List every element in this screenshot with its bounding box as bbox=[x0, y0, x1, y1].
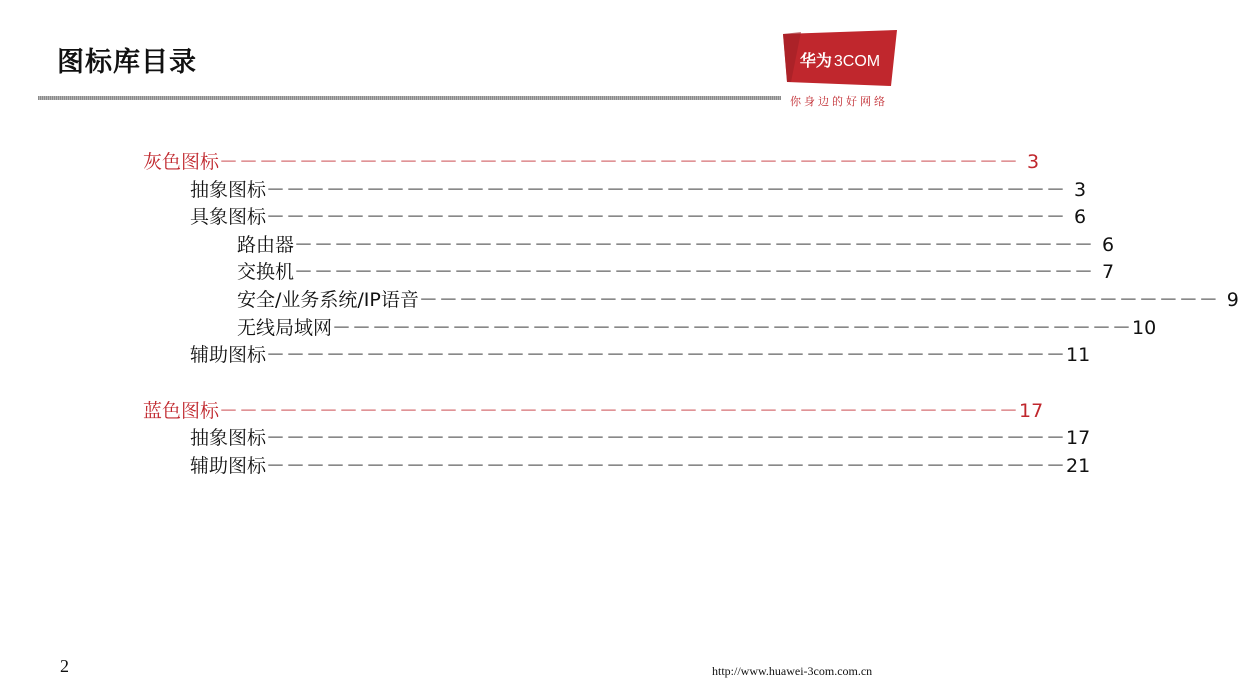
toc-leader: －－－－－－－－－－－－－－－－－－－－－－－－－－－－－－－－－－－－－－－－ bbox=[266, 455, 1067, 477]
toc-section[interactable] bbox=[143, 150, 1040, 174]
toc-leader: －－－－－－－－－－－－－－－－－－－－－－－－－－－－－－－－－－－－－－－－ bbox=[294, 233, 1095, 256]
toc-leader: －－－－－－－－－－－－－－－－－－－－－－－－－－－－－－－－－－－－－－－－ bbox=[266, 206, 1067, 229]
toc-leader: －－－－－－－－－－－－－－－－－－－－－－－－－－－－－－－－－－－－－－－－ bbox=[219, 399, 1020, 422]
toc-subitem[interactable] bbox=[237, 288, 1239, 312]
toc-leader: －－－－－－－－－－－－－－－－－－－－－－－－－－－－－－－－－－－－－－－－ bbox=[266, 178, 1067, 201]
toc-subitem[interactable] bbox=[237, 233, 1115, 257]
toc-label: 灰色图标 bbox=[143, 151, 220, 173]
toc-item[interactable] bbox=[190, 178, 1087, 202]
toc-item[interactable] bbox=[190, 205, 1087, 229]
logo-text bbox=[783, 48, 897, 71]
toc-item[interactable] bbox=[190, 426, 1091, 450]
page-number: 2 bbox=[60, 656, 69, 676]
toc-page-number: 9 bbox=[1226, 289, 1239, 311]
toc-label: 安全/业务系统/IP语音 bbox=[237, 289, 419, 311]
footer-url: http://www.huawei-3com.com.cn bbox=[712, 664, 873, 678]
slide-title: 图标库目录 bbox=[57, 47, 197, 78]
toc-subitem[interactable] bbox=[237, 316, 1157, 340]
huawei-3com-logo bbox=[783, 30, 897, 86]
toc-leader: －－－－－－－－－－－－－－－－－－－－－－－－－－－－－－－－－－－－－－－－ bbox=[332, 316, 1133, 339]
toc-label: 路由器 bbox=[237, 233, 295, 256]
header-divider bbox=[38, 96, 781, 100]
toc-section[interactable] bbox=[143, 399, 1044, 423]
toc-item[interactable] bbox=[190, 454, 1091, 478]
toc-label: 无线局域网 bbox=[237, 316, 333, 339]
toc-label: 抽象图标 bbox=[190, 427, 267, 450]
toc-page-number: 11 bbox=[1066, 344, 1091, 367]
toc-page-number: 10 bbox=[1132, 316, 1157, 339]
toc-subitem[interactable] bbox=[237, 260, 1115, 284]
toc-label: 交换机 bbox=[237, 261, 295, 284]
toc-item[interactable] bbox=[190, 343, 1091, 367]
toc-page-number: 7 bbox=[1101, 261, 1115, 284]
toc-label: 辅助图标 bbox=[190, 344, 267, 367]
toc-leader: －－－－－－－－－－－－－－－－－－－－－－－－－－－－－－－－－－－－－－－－ bbox=[266, 427, 1067, 450]
logo-brand: 华为 bbox=[799, 53, 832, 70]
toc-page-number: 6 bbox=[1101, 233, 1115, 256]
toc-page-number: 17 bbox=[1066, 427, 1091, 450]
toc-label: 蓝色图标 bbox=[143, 399, 220, 422]
toc-leader: －－－－－－－－－－－－－－－－－－－－－－－－－－－－－－－－－－－－－－－－ bbox=[418, 289, 1219, 311]
toc-page-number: 3 bbox=[1073, 178, 1087, 201]
toc-page-number: 3 bbox=[1026, 151, 1040, 173]
toc-page-number: 17 bbox=[1019, 399, 1044, 422]
toc-page-number: 6 bbox=[1073, 206, 1087, 229]
logo-slogan: 你身边的好网络 bbox=[790, 95, 888, 108]
toc-leader: －－－－－－－－－－－－－－－－－－－－－－－－－－－－－－－－－－－－－－－－ bbox=[294, 261, 1095, 284]
toc-label: 具象图标 bbox=[190, 206, 267, 229]
toc-label: 辅助图标 bbox=[190, 455, 267, 477]
toc-page-number: 21 bbox=[1066, 455, 1091, 477]
logo-com: 3COM bbox=[833, 53, 881, 70]
toc-leader: －－－－－－－－－－－－－－－－－－－－－－－－－－－－－－－－－－－－－－－－ bbox=[266, 344, 1067, 367]
toc-label: 抽象图标 bbox=[190, 178, 267, 201]
toc-leader: －－－－－－－－－－－－－－－－－－－－－－－－－－－－－－－－－－－－－－－－ bbox=[219, 151, 1020, 173]
